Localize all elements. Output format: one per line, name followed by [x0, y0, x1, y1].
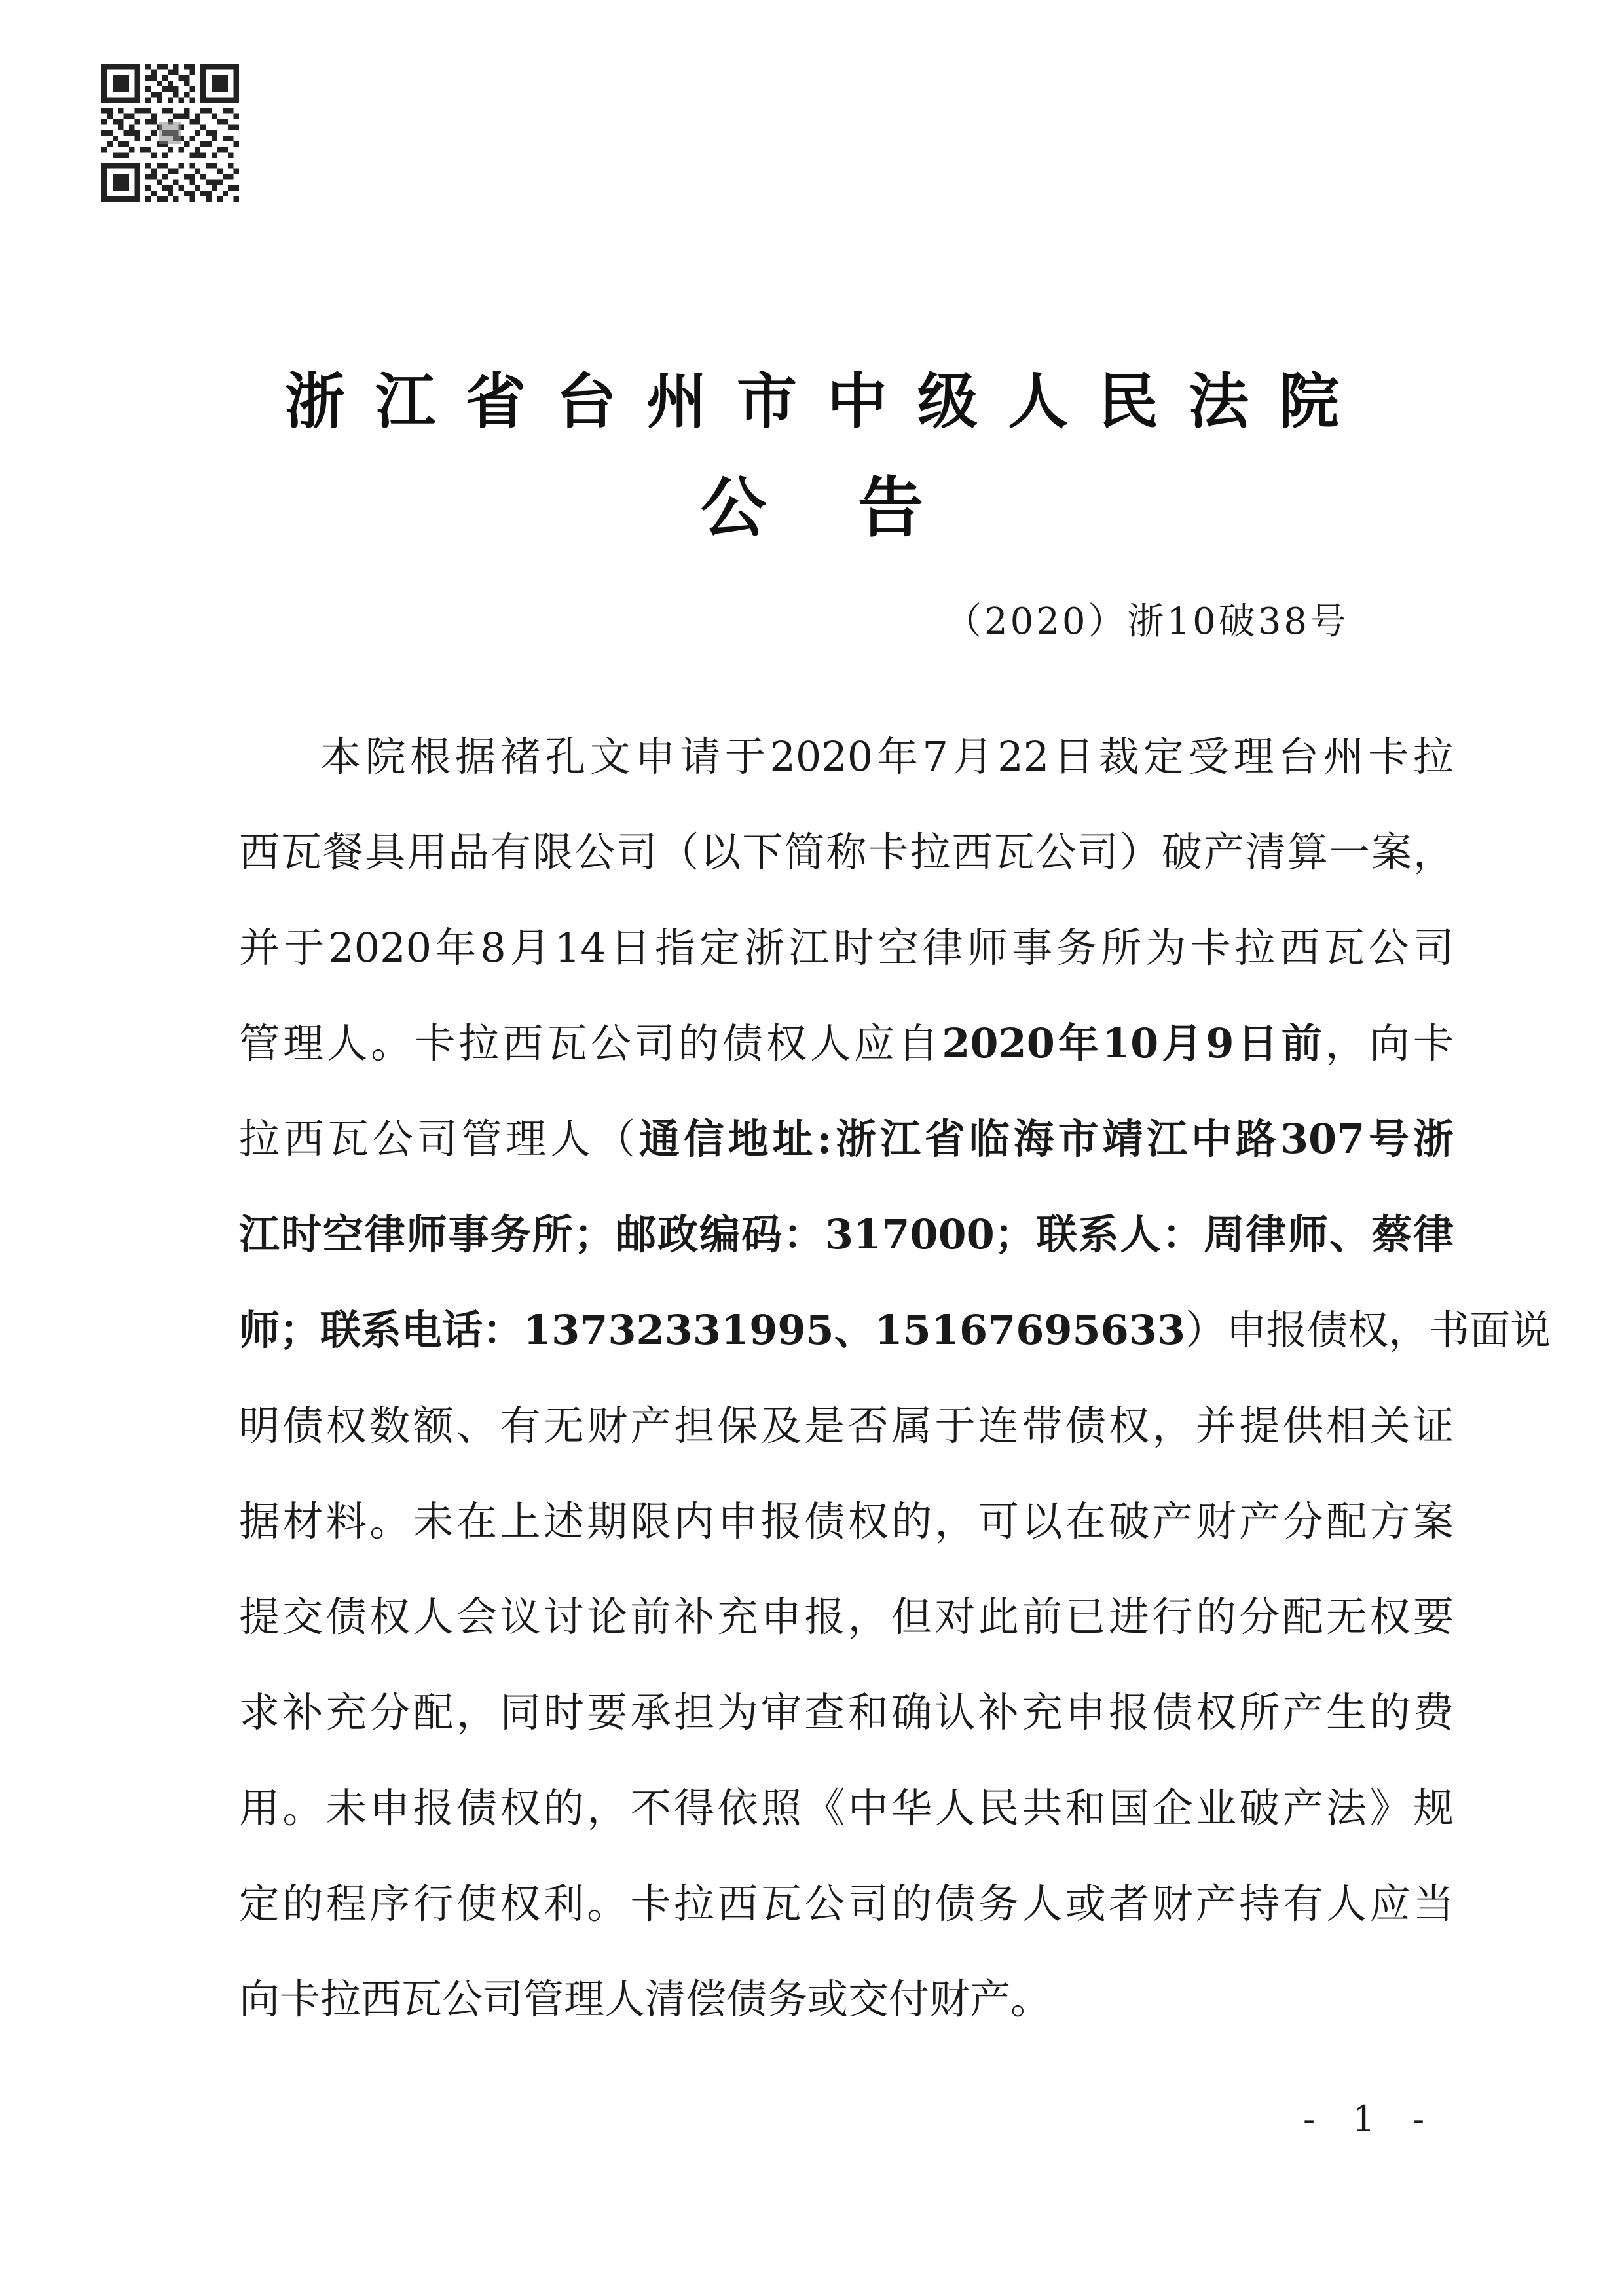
- text-segment: 并于2020年8月14日指定浙江时空律师事务所为卡拉西瓦公司: [239, 924, 1454, 972]
- case-number: （2020）浙10破38号: [944, 600, 1349, 643]
- body-line: [239, 1378, 1454, 1474]
- text-segment: 提交债权人会议讨论前补充申报，但对此前已进行的分配无权要: [239, 1593, 1454, 1641]
- body-line: [239, 1760, 1454, 1856]
- body-line: [239, 805, 1454, 900]
- text-segment: 求补充分配，同时要承担为审查和确认补充申报债权所产生的费: [239, 1688, 1454, 1736]
- text-segment: 本院根据褚孔文申请于2020年7月22日裁定受理台州卡拉: [320, 733, 1454, 780]
- text-segment: 明债权数额、有无财产担保及是否属于连带债权，并提供相关证: [239, 1402, 1454, 1449]
- body-line: [239, 1569, 1454, 1665]
- text-segment: 定的程序行使权利。卡拉西瓦公司的债务人或者财产持有人应当: [239, 1880, 1454, 1927]
- body-line: [239, 1091, 1454, 1187]
- bold-text-segment: 通信地址:浙江省临海市靖江中路307号浙: [638, 1115, 1454, 1163]
- text-segment: 西瓦餐具用品有限公司（以下简称卡拉西瓦公司）破产清算一案，: [239, 828, 1454, 876]
- text-segment: 向卡拉西瓦公司管理人清偿债务或交付财产。: [239, 1975, 1052, 2023]
- body-line: [239, 1856, 1454, 1952]
- body-line: [239, 1474, 1454, 1569]
- body-line: [239, 1952, 1454, 2047]
- text-segment: ）申报债权，书面说: [1185, 1306, 1551, 1354]
- body-line: [239, 1665, 1454, 1760]
- text-segment: 管理人。卡拉西瓦公司的债权人应自: [239, 1019, 942, 1067]
- body-line: [239, 1187, 1454, 1283]
- text-segment: 用。未申报债权的，不得依照《中华人民共和国企业破产法》规: [239, 1784, 1454, 1832]
- text-segment: ，向卡: [1325, 1019, 1454, 1067]
- bold-text-segment: 2020年10月9日前: [942, 1019, 1325, 1067]
- announcement-body: [239, 709, 1551, 2047]
- body-line: [239, 1283, 1551, 1378]
- qr-code-icon: [101, 64, 239, 202]
- bold-text-segment: 师；联系电话：13732331995、15167695633: [239, 1306, 1186, 1354]
- text-segment: 据材料。未在上述期限内申报债权的，可以在破产财产分配方案: [239, 1497, 1454, 1545]
- court-name-heading: 浙江省台州市中级人民法院: [284, 366, 1369, 437]
- body-line: [239, 996, 1454, 1091]
- page-number: - 1 -: [1303, 2098, 1438, 2140]
- body-line: [239, 709, 1454, 805]
- document-type-heading: 公告: [701, 469, 1015, 546]
- text-segment: 拉西瓦公司管理人（: [239, 1115, 639, 1163]
- bold-text-segment: 江时空律师事务所；邮政编码：317000；联系人：周律师、蔡律: [239, 1211, 1454, 1258]
- body-line: [239, 900, 1454, 996]
